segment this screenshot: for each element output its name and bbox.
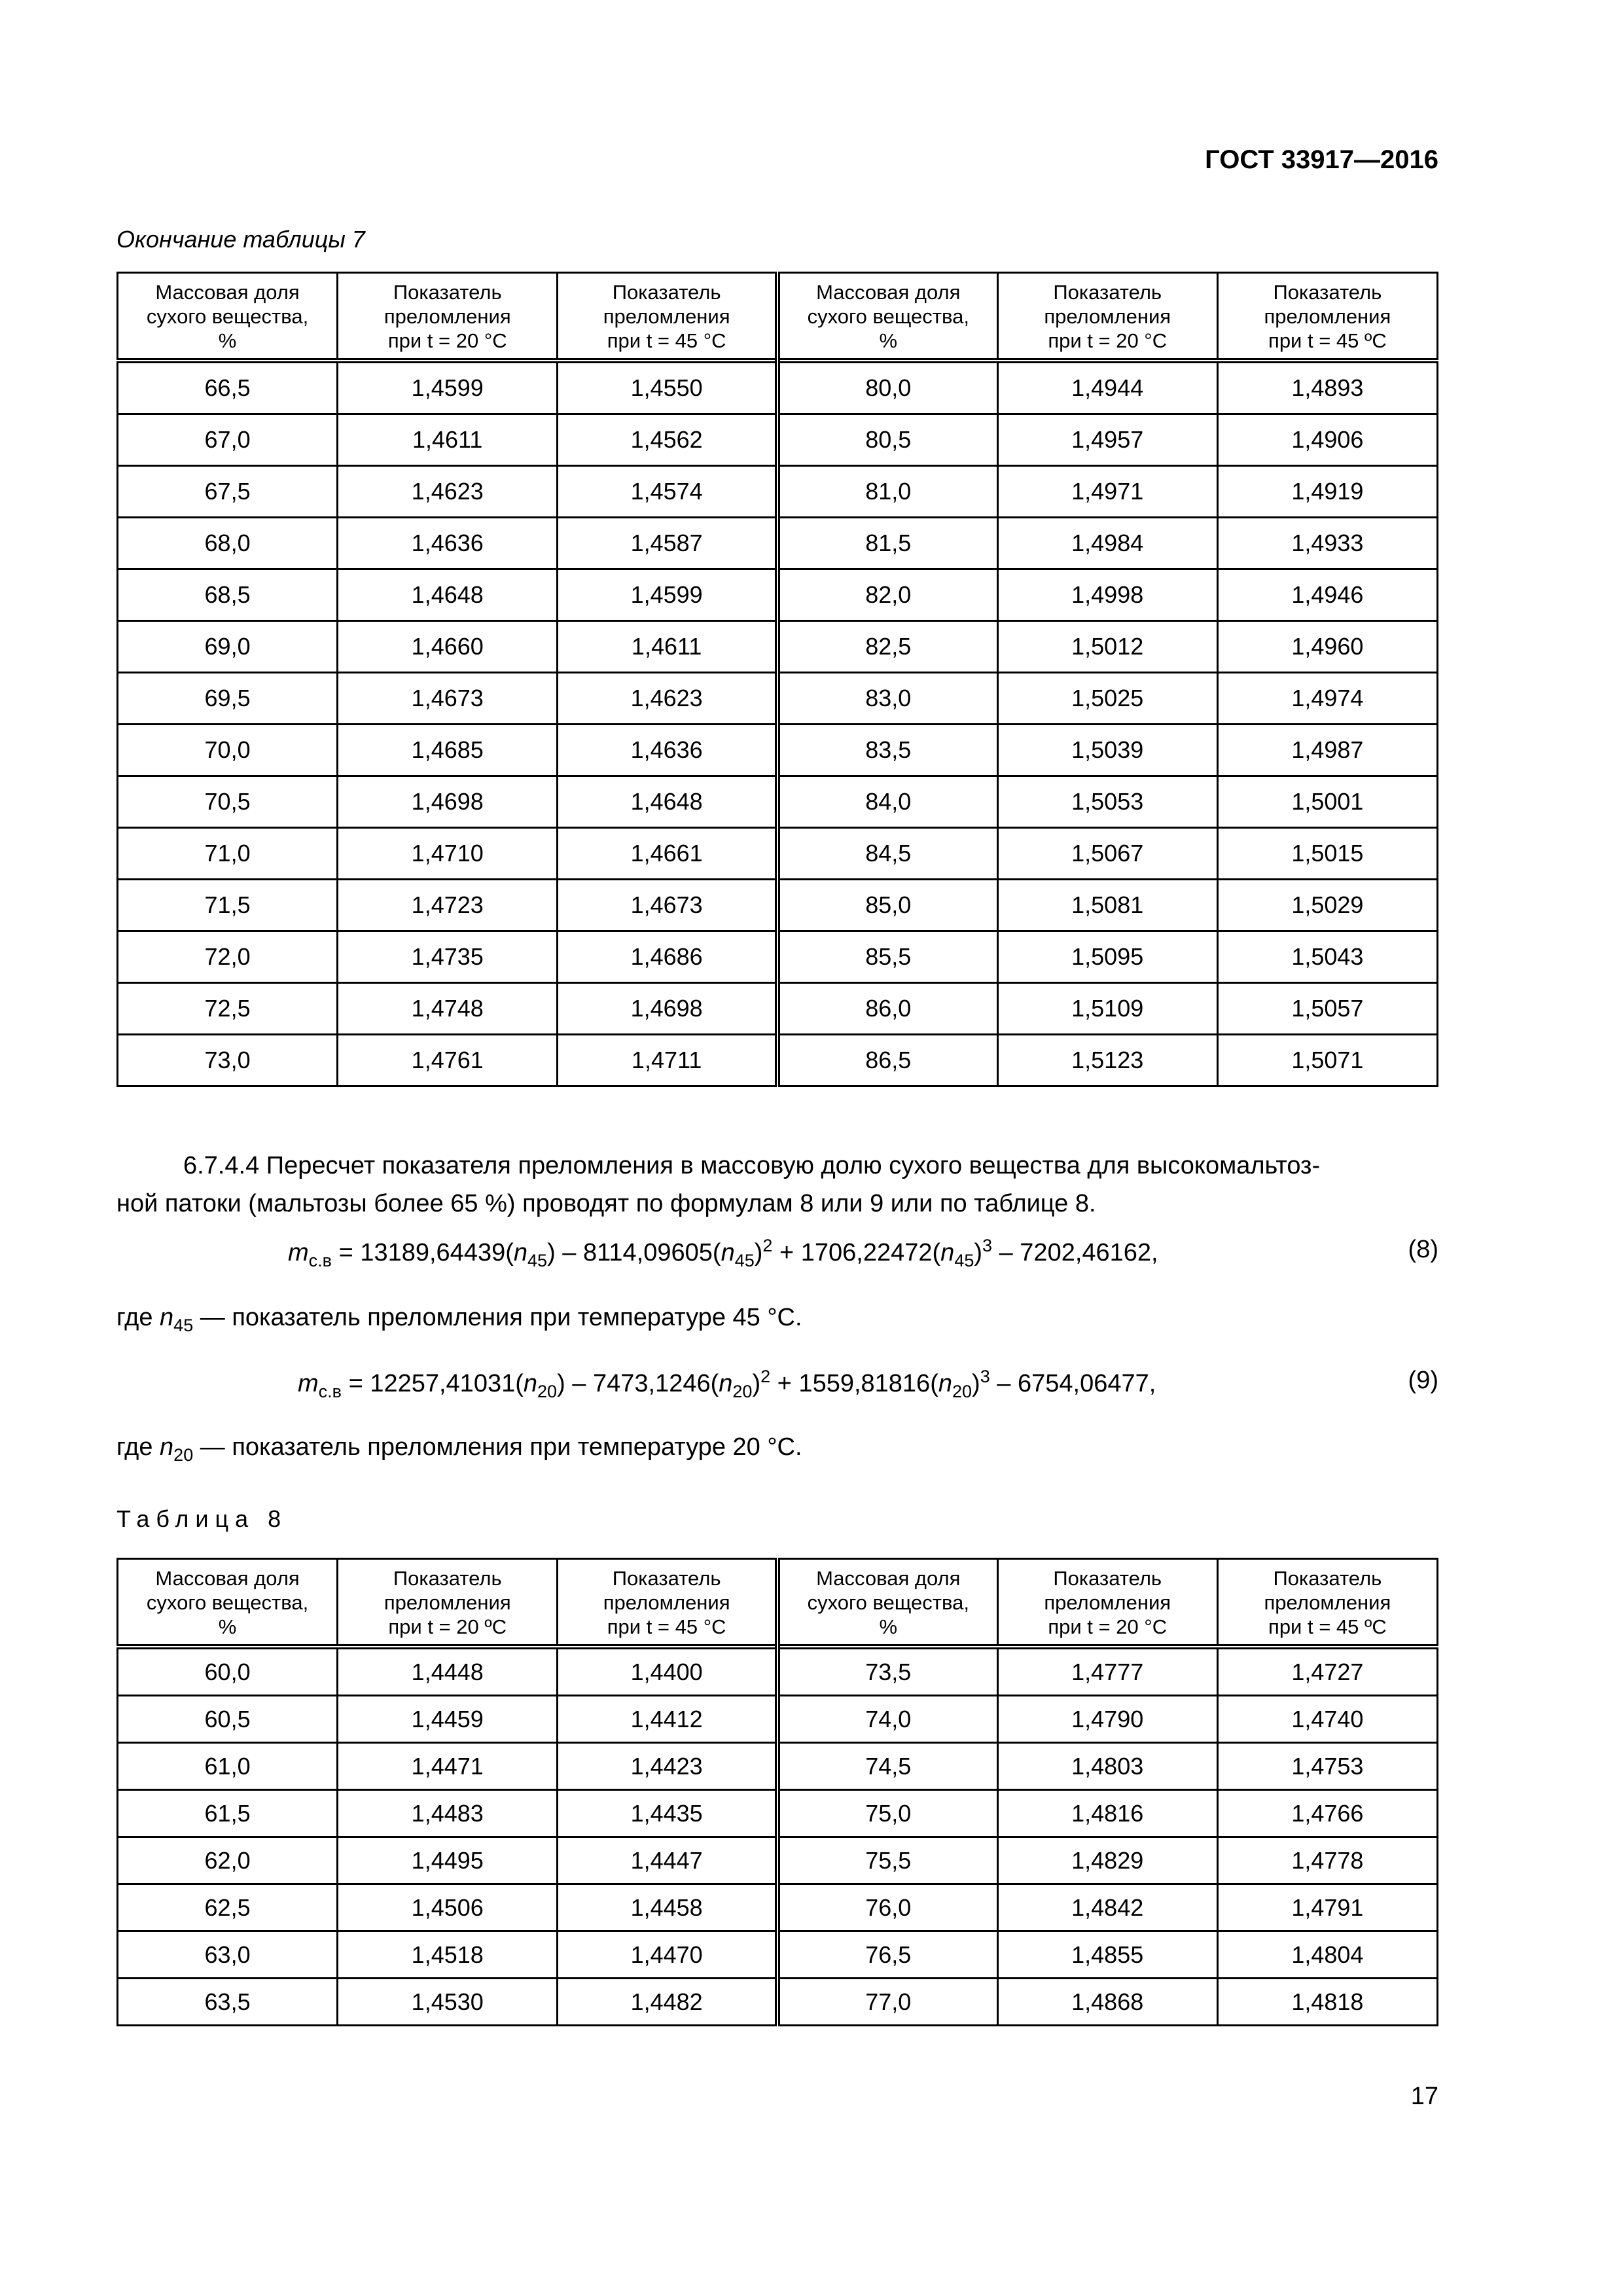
column-header-line: Массовая доля (155, 1567, 300, 1590)
table-cell: 1,4483 (338, 1790, 558, 1837)
table-row (118, 466, 1438, 518)
table-cell: 1,4711 (558, 1035, 777, 1086)
column-header (777, 1559, 997, 1647)
table-cell: 63,0 (118, 1931, 338, 1979)
table-cell: 1,4482 (558, 1979, 777, 2026)
table-cell: 1,5081 (997, 880, 1217, 931)
column-header-line: сухого вещества, (807, 305, 969, 328)
table-cell: 62,0 (118, 1837, 338, 1884)
column-header (118, 1559, 338, 1647)
table-cell: 1,4984 (997, 518, 1217, 569)
table-cell: 71,0 (118, 828, 338, 880)
table-header-row (118, 1559, 1438, 1647)
table-row (118, 1790, 1438, 1837)
table-cell: 1,4740 (1217, 1696, 1437, 1743)
table-cell: 1,4868 (997, 1979, 1217, 2026)
table-cell: 80,5 (777, 414, 997, 466)
table-cell: 67,0 (118, 414, 338, 466)
column-header-line: преломления (603, 305, 730, 328)
table-cell: 1,4946 (1217, 569, 1437, 621)
table-cell: 1,4723 (338, 880, 558, 931)
table-cell: 1,4842 (997, 1884, 1217, 1931)
table-row (118, 776, 1438, 828)
table-cell: 75,0 (777, 1790, 997, 1837)
table-cell: 1,4587 (558, 518, 777, 569)
column-header-line: Показатель (393, 1567, 502, 1590)
table-cell: 60,0 (118, 1647, 338, 1696)
table-cell: 63,5 (118, 1979, 338, 2026)
column-header-line: преломления (603, 1591, 730, 1614)
table-cell: 1,4611 (338, 414, 558, 466)
column-header-line: Показатель (1273, 1567, 1382, 1590)
table-cell: 72,0 (118, 931, 338, 983)
table-row (118, 569, 1438, 621)
table-cell: 82,0 (777, 569, 997, 621)
table-cell: 1,5123 (997, 1035, 1217, 1086)
table-cell: 85,5 (777, 931, 997, 983)
table-cell: 62,5 (118, 1884, 338, 1931)
table-cell: 68,5 (118, 569, 338, 621)
table-cell: 83,5 (777, 725, 997, 776)
column-header (338, 273, 558, 361)
table-cell: 1,4648 (558, 776, 777, 828)
table-cell: 73,5 (777, 1647, 997, 1696)
table-cell: 1,4611 (558, 621, 777, 673)
table-cell: 1,4816 (997, 1790, 1217, 1837)
table-cell: 1,4562 (558, 414, 777, 466)
table-cell: 60,5 (118, 1696, 338, 1743)
table-cell: 1,5043 (1217, 931, 1437, 983)
table-cell: 1,4944 (997, 361, 1217, 414)
document-standard-number: ГОСТ 33917—2016 (1205, 145, 1438, 174)
table-cell: 1,4459 (338, 1696, 558, 1743)
table-cell: 73,0 (118, 1035, 338, 1086)
table-cell: 68,0 (118, 518, 338, 569)
table-cell: 1,4790 (997, 1696, 1217, 1743)
table-row (118, 931, 1438, 983)
column-header-line: при t = 45 °С (607, 329, 726, 352)
table-cell: 1,4458 (558, 1884, 777, 1931)
formula-9-explanation: где $n_{20}$ — показатель преломления при температуре 20 °С. (116, 1433, 802, 1465)
table-row (118, 673, 1438, 725)
table-cell: 1,4423 (558, 1743, 777, 1790)
table-cell: 1,4660 (338, 621, 558, 673)
column-header-line: % (879, 1615, 898, 1638)
table-cell: 1,4735 (338, 931, 558, 983)
column-header-line: при t = 20 °С (1048, 329, 1168, 352)
table-cell: 1,5029 (1217, 880, 1437, 931)
table-cell: 1,4766 (1217, 1790, 1437, 1837)
column-header-line: Показатель (1053, 281, 1162, 304)
table-cell: 1,4829 (997, 1837, 1217, 1884)
table-cell: 1,4791 (1217, 1884, 1437, 1931)
paragraph-line: 6.7.4.4 Пересчет показателя преломления в массовую долю сухого вещества для высокомальтоз- (183, 1152, 1321, 1179)
table-cell: 1,4636 (338, 518, 558, 569)
table-cell: 1,4506 (338, 1884, 558, 1931)
table-cell: 1,5001 (1217, 776, 1437, 828)
formula-8-number: (8) (1408, 1236, 1438, 1263)
table-cell: 86,0 (777, 983, 997, 1035)
table8-caption: Таблица 8 (116, 1505, 288, 1532)
column-header (1217, 273, 1437, 361)
table-cell: 67,5 (118, 466, 338, 518)
table-cell: 1,4957 (997, 414, 1217, 466)
table-cell: 1,5039 (997, 725, 1217, 776)
column-header-line: Показатель (393, 281, 502, 304)
table-cell: 1,5109 (997, 983, 1217, 1035)
table-cell: 1,4998 (997, 569, 1217, 621)
table-cell: 1,4673 (338, 673, 558, 725)
table-cell: 1,4470 (558, 1931, 777, 1979)
column-header-line: при t = 45 ºС (1268, 329, 1387, 352)
table-cell: 1,4818 (1217, 1979, 1437, 2026)
table-cell: 1,4623 (558, 673, 777, 725)
formula-8: $m_{с.в} = 13189,64439(n_{45}) - 8114,09605(n_{45})^2 + 1706,22472(n_{45})^3 - 7202,46162$, (288, 1236, 1158, 1270)
formula-9-number: (9) (1408, 1367, 1438, 1394)
table-cell: 1,4960 (1217, 621, 1437, 673)
table-7 (116, 272, 1438, 1087)
table-cell: 70,5 (118, 776, 338, 828)
table-cell: 71,5 (118, 880, 338, 931)
table-cell: 1,4803 (997, 1743, 1217, 1790)
table-row (118, 621, 1438, 673)
table-row (118, 1743, 1438, 1790)
table-row (118, 1979, 1438, 2026)
table-cell: 1,4804 (1217, 1931, 1437, 1979)
table-cell: 1,4550 (558, 361, 777, 414)
table-row (118, 1884, 1438, 1931)
table-cell: 1,4727 (1217, 1647, 1437, 1696)
table-cell: 1,4710 (338, 828, 558, 880)
table-row (118, 361, 1438, 414)
table-cell: 84,0 (777, 776, 997, 828)
table-cell: 1,5015 (1217, 828, 1437, 880)
column-header (1217, 1559, 1437, 1647)
table-cell: 1,4893 (1217, 361, 1437, 414)
table-cell: 1,4495 (338, 1837, 558, 1884)
table-cell: 1,4748 (338, 983, 558, 1035)
table-cell: 1,4933 (1217, 518, 1437, 569)
table-cell: 1,4778 (1217, 1837, 1437, 1884)
table-row (118, 983, 1438, 1035)
column-header-line: при t = 45 ºС (1268, 1615, 1387, 1638)
table-row (118, 1931, 1438, 1979)
table-cell: 86,5 (777, 1035, 997, 1086)
table-cell: 1,4435 (558, 1790, 777, 1837)
column-header-line: % (218, 329, 237, 352)
column-header (777, 273, 997, 361)
table-cell: 1,4518 (338, 1931, 558, 1979)
column-header (997, 1559, 1217, 1647)
column-header-line: при t = 20 °С (1048, 1615, 1168, 1638)
column-header-line: Массовая доля (816, 281, 961, 304)
column-header-line: преломления (383, 305, 511, 328)
table-row (118, 828, 1438, 880)
table-row (118, 1696, 1438, 1743)
table-cell: 76,0 (777, 1884, 997, 1931)
table-cell: 1,4906 (1217, 414, 1437, 466)
column-header-line: Показатель (1273, 281, 1382, 304)
table-cell: 1,4400 (558, 1647, 777, 1696)
table-cell: 69,0 (118, 621, 338, 673)
column-header-line: при t = 20 ºС (388, 1615, 507, 1638)
table-cell: 1,4530 (338, 1979, 558, 2026)
table-cell: 74,0 (777, 1696, 997, 1743)
table-cell: 1,4971 (997, 466, 1217, 518)
column-header (118, 273, 338, 361)
table-row (118, 1035, 1438, 1086)
table-cell: 1,4698 (338, 776, 558, 828)
table-cell: 1,4987 (1217, 725, 1437, 776)
table-cell: 82,5 (777, 621, 997, 673)
table-cell: 61,5 (118, 1790, 338, 1837)
column-header (338, 1559, 558, 1647)
table-cell: 1,4648 (338, 569, 558, 621)
column-header-line: % (879, 329, 898, 352)
column-header-line: Показатель (612, 1567, 721, 1590)
table-cell: 72,5 (118, 983, 338, 1035)
table-cell: 77,0 (777, 1979, 997, 2026)
table-cell: 1,4685 (338, 725, 558, 776)
column-header-line: при t = 20 °С (387, 329, 507, 352)
table-cell: 1,4777 (997, 1647, 1217, 1696)
table-header-row (118, 273, 1438, 361)
formula-8-explanation: где $n_{45}$ — показатель преломления при температуре 45 °С. (116, 1304, 802, 1335)
table-cell: 69,5 (118, 673, 338, 725)
column-header-line: преломления (383, 1591, 511, 1614)
table-row (118, 414, 1438, 466)
table-cell: 1,4574 (558, 466, 777, 518)
section-paragraph (116, 1147, 1438, 1223)
table-row (118, 1837, 1438, 1884)
table-row (118, 1647, 1438, 1696)
table7-caption: Окончание таблицы 7 (116, 226, 365, 253)
column-header-line: сухого вещества, (146, 305, 309, 328)
column-header (558, 273, 777, 361)
table-cell: 81,5 (777, 518, 997, 569)
table-cell: 1,4412 (558, 1696, 777, 1743)
table-cell: 1,4623 (338, 466, 558, 518)
table-cell: 83,0 (777, 673, 997, 725)
page-number: 17 (1410, 2083, 1438, 2110)
table-cell: 85,0 (777, 880, 997, 931)
column-header-line: преломления (1044, 1591, 1171, 1614)
table-cell: 1,4448 (338, 1647, 558, 1696)
table-cell: 1,4471 (338, 1743, 558, 1790)
table-cell: 1,4761 (338, 1035, 558, 1086)
table-cell: 66,5 (118, 361, 338, 414)
column-header-line: при t = 45 °С (607, 1615, 726, 1638)
table-cell: 76,5 (777, 1931, 997, 1979)
table-cell: 1,5025 (997, 673, 1217, 725)
table-cell: 70,0 (118, 725, 338, 776)
table-row (118, 725, 1438, 776)
column-header-line: преломления (1044, 305, 1171, 328)
table-cell: 1,4599 (338, 361, 558, 414)
column-header-line: % (218, 1615, 237, 1638)
table-cell: 1,4599 (558, 569, 777, 621)
table-cell: 1,4919 (1217, 466, 1437, 518)
table-cell: 1,4686 (558, 931, 777, 983)
table-cell: 1,4447 (558, 1837, 777, 1884)
column-header-line: преломления (1264, 305, 1391, 328)
table-8 (116, 1558, 1438, 2026)
formula-9: $m_{с.в} = 12257,41031(n_{20}) - 7473,1246(n_{20})^2 + 1559,81816(n_{20})^3 - 6754,06477$, (298, 1367, 1156, 1401)
table-cell: 1,4753 (1217, 1743, 1437, 1790)
table-cell: 1,4974 (1217, 673, 1437, 725)
column-header-line: сухого вещества, (807, 1591, 969, 1614)
table-cell: 75,5 (777, 1837, 997, 1884)
table-cell: 61,0 (118, 1743, 338, 1790)
column-header-line: Массовая доля (155, 281, 300, 304)
table-cell: 1,5012 (997, 621, 1217, 673)
column-header (558, 1559, 777, 1647)
table-cell: 74,5 (777, 1743, 997, 1790)
column-header-line: Показатель (1053, 1567, 1162, 1590)
table-cell: 81,0 (777, 466, 997, 518)
table-cell: 1,4855 (997, 1931, 1217, 1979)
table-cell: 1,5095 (997, 931, 1217, 983)
table-cell: 1,4673 (558, 880, 777, 931)
table-cell: 1,5067 (997, 828, 1217, 880)
table-cell: 1,4698 (558, 983, 777, 1035)
table-cell: 80,0 (777, 361, 997, 414)
table-cell: 84,5 (777, 828, 997, 880)
column-header-line: Массовая доля (816, 1567, 961, 1590)
column-header (997, 273, 1217, 361)
paragraph-line: ной патоки (мальтозы более 65 %) проводят по формулам 8 или 9 или по таблице 8. (116, 1190, 1096, 1217)
table-row (118, 518, 1438, 569)
table-cell: 1,5053 (997, 776, 1217, 828)
table-cell: 1,5057 (1217, 983, 1437, 1035)
table-cell: 1,5071 (1217, 1035, 1437, 1086)
column-header-line: сухого вещества, (146, 1591, 309, 1614)
table-row (118, 880, 1438, 931)
column-header-line: преломления (1264, 1591, 1391, 1614)
table-cell: 1,4661 (558, 828, 777, 880)
table-cell: 1,4636 (558, 725, 777, 776)
column-header-line: Показатель (612, 281, 721, 304)
